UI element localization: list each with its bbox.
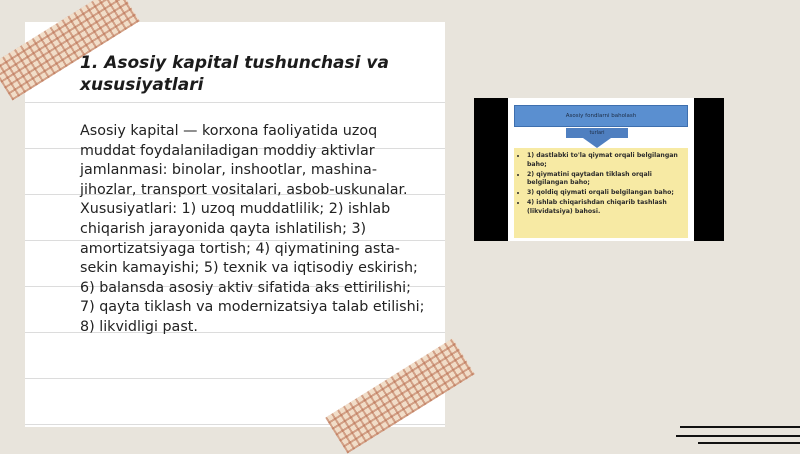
list-item: • 4) ishlab chiqarishdan chiqarib tashlash (likvidatsiya) bahosi. (527, 199, 684, 216)
embedded-slide-image (474, 98, 724, 241)
decorative-line (676, 435, 800, 437)
list-item: • 1) dastlabki to'la qiymat orqali belgilangan baho; (527, 152, 684, 169)
embedded-slide-list (518, 152, 684, 216)
decorative-line (698, 442, 800, 444)
list-item: • 2) qiymatini qaytadan tiklash orqali belgilangan baho; (527, 171, 684, 188)
list-item: • 3) qoldiq qiymati orqali belgilangan baho; (527, 189, 684, 198)
embedded-slide-list-box (514, 148, 688, 238)
embedded-slide-header: Asosiy fondlarni baholash (514, 105, 688, 127)
decorative-line (680, 426, 800, 428)
slide-body-text: Asosiy kapital — korxona faoliyatida uzoq muddat foydalaniladigan moddiy aktivlar jamlanmasi: binolar, inshootlar, mashina-jihozlar, transport vositalari, asbob-uskunalar. Xususiyatlari: 1) uzoq muddatlilik; 2) ishlab chiqarish jarayonida qayta ishlatilish; 3) amortizatsiyaga tortish; 4) qiymatining asta-sekin kamayishi; 5) texnik va iqtisodiy eskirish; 6) balansda asosiy aktiv sifatida aks ettirilishi; 7) qayta tiklash va modernizatsiya talab etilishi; 8) likvidligi past. (80, 123, 425, 335)
decorative-lines (676, 422, 800, 450)
arrow-down-icon (583, 138, 611, 148)
embedded-slide-arrow-label: turlari (566, 128, 628, 138)
embedded-slide-content (508, 98, 694, 241)
slide-title: 1. Asosiy kapital tushunchasi va xususiyatlari (80, 53, 389, 95)
